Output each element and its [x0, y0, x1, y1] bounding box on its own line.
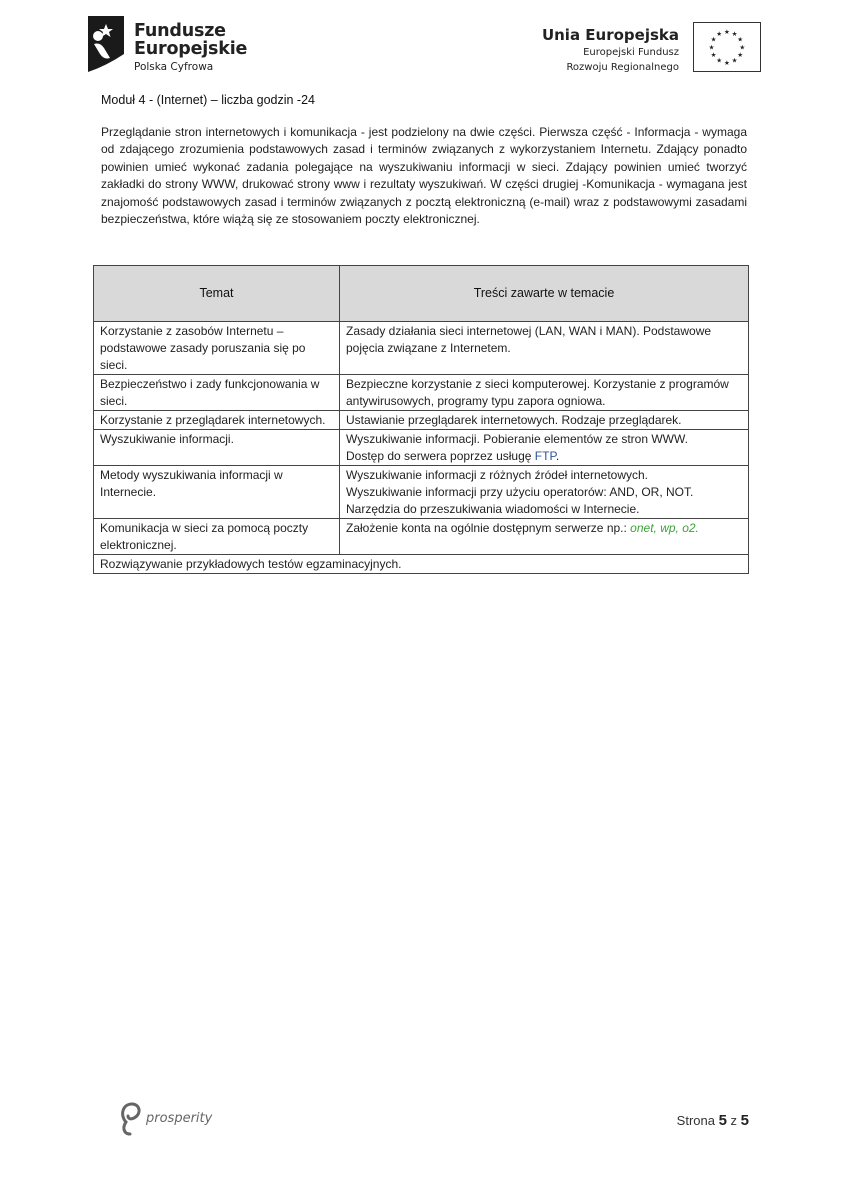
- content-line: Wyszukiwanie informacji przy użyciu operatorów: AND, OR, NOT.: [346, 485, 694, 499]
- topic-cell: Metody wyszukiwania informacji w Internecie.: [94, 466, 340, 519]
- eu-star-icon: ★: [723, 29, 731, 37]
- eu-star-icon: ★: [716, 31, 723, 39]
- eu-star-icon: ★: [723, 59, 731, 67]
- full-width-cell: Rozwiązywanie przykładowych testów egzaminacyjnych.: [94, 555, 749, 574]
- table-row: [94, 375, 749, 411]
- prosperity-text: prosperity: [146, 1110, 213, 1126]
- table-row: [94, 519, 749, 555]
- content-cell: Bezpieczne korzystanie z sieci komputerowej. Korzystanie z programów antywirusowych, programy typu zapora ogniowa.: [340, 375, 749, 411]
- intro-paragraph: Przeglądanie stron internetowych i komunikacja - jest podzielony na dwie części. Pierwsza część - Informacja - wymaga od zdającego zrozumienia podstawowych zasad i terminów związanych z wykorzystaniem Internetu. Zdający ponadto powinien umieć wykonać zadania polegające na wyszukiwaniu informacji w sieci. Zdający powinien umieć tworzyć zakładki do strony WWW, drukować strony www i rezultaty wyszukiwań. W części drugiej -Komunikacja - wymagana jest znajomość podstawowych zasad i terminów związanych z pocztą elektroniczną (e-mail) wraz z podstawowymi zasadami bezpieczeństwa, które wiążą się ze stosowaniem poczty elektronicznej.: [101, 125, 747, 227]
- table-row: [94, 466, 749, 519]
- content-line: Dostęp do serwera poprzez usługę: [346, 449, 535, 463]
- prosperity-logo: [118, 1098, 212, 1138]
- eu-star-icon: ★: [710, 52, 717, 60]
- eu-star-icon: ★: [710, 36, 717, 44]
- eu-star-icon: ★: [737, 52, 744, 60]
- content-line: Wyszukiwanie informacji z różnych źródeł internetowych.: [346, 468, 649, 482]
- page-prefix: Strona: [676, 1113, 719, 1128]
- eu-title: Unia Europejska: [541, 26, 679, 44]
- topic-cell: Bezpieczeństwo i zady funkcjonowania w sieci.: [94, 375, 340, 411]
- eu-star-icon: ★: [737, 36, 744, 44]
- eu-subtitle-line2: Rozwoju Regionalnego: [566, 62, 679, 73]
- table-header-row: [94, 266, 749, 322]
- table-row: [94, 430, 749, 466]
- content-punct: .: [555, 449, 560, 463]
- content-cell: Ustawianie przeglądarek internetowych. Rodzaje przeglądarek.: [340, 411, 749, 430]
- eu-star-icon: ★: [731, 57, 738, 65]
- page-separator: z: [726, 1113, 741, 1128]
- eu-logo: [542, 22, 761, 74]
- content-line: Wyszukiwanie informacji. Pobieranie elementów ze stron WWW.: [346, 432, 689, 446]
- content-line: Narzędzia do przeszukiwania wiadomości w Internecie.: [346, 502, 640, 516]
- topic-cell: Korzystanie z przeglądarek internetowych.: [94, 411, 340, 430]
- topic-cell: Komunikacja w sieci za pomocą poczty elektronicznej.: [94, 519, 340, 555]
- ftp-link[interactable]: FTP: [534, 449, 556, 463]
- topic-cell: Korzystanie z zasobów Internetu – podstawowe zasady poruszania się po sieci.: [94, 322, 340, 375]
- table-row-full: [94, 555, 749, 574]
- table-row: [94, 411, 749, 430]
- page-number: [677, 1112, 749, 1129]
- portal-examples: onet, wp, o2.: [630, 521, 699, 535]
- prosperity-swirl-icon: [118, 1098, 144, 1138]
- eu-star-icon: ★: [708, 44, 715, 52]
- content-cell: [340, 466, 749, 519]
- fe-subtitle: Polska Cyfrowa: [134, 61, 214, 73]
- table-row: [94, 322, 749, 375]
- content-cell: [340, 519, 749, 555]
- page-current: 5: [718, 1112, 727, 1129]
- module-title: Moduł 4 - (Internet) – liczba godzin -24: [101, 93, 315, 107]
- content-cell: Zasady działania sieci internetowej (LAN, WAN i MAN). Podstawowe pojęcia związane z Internetem.: [340, 322, 749, 375]
- page-total: 5: [740, 1112, 749, 1129]
- header-topic: Temat: [94, 266, 340, 322]
- eu-subtitle-line1: Europejski Fundusz: [583, 47, 679, 58]
- header-content: Treści zawarte w temacie: [340, 266, 749, 322]
- topic-cell: Wyszukiwanie informacji.: [94, 430, 340, 466]
- eu-star-icon: ★: [716, 57, 723, 65]
- eu-flag-icon: [693, 22, 761, 72]
- fe-title-line1: Fundusze: [134, 21, 226, 41]
- content-line: Założenie konta na ogólnie dostępnym serwerze np.:: [346, 521, 631, 535]
- fe-title-line2: Europejskie: [134, 39, 248, 59]
- eu-star-icon: ★: [739, 44, 746, 52]
- fundusze-europejskie-logo: [84, 14, 247, 74]
- fe-emblem-icon: [84, 14, 128, 74]
- eu-star-icon: ★: [731, 31, 738, 39]
- content-cell: [340, 430, 749, 466]
- topics-table: [93, 265, 749, 574]
